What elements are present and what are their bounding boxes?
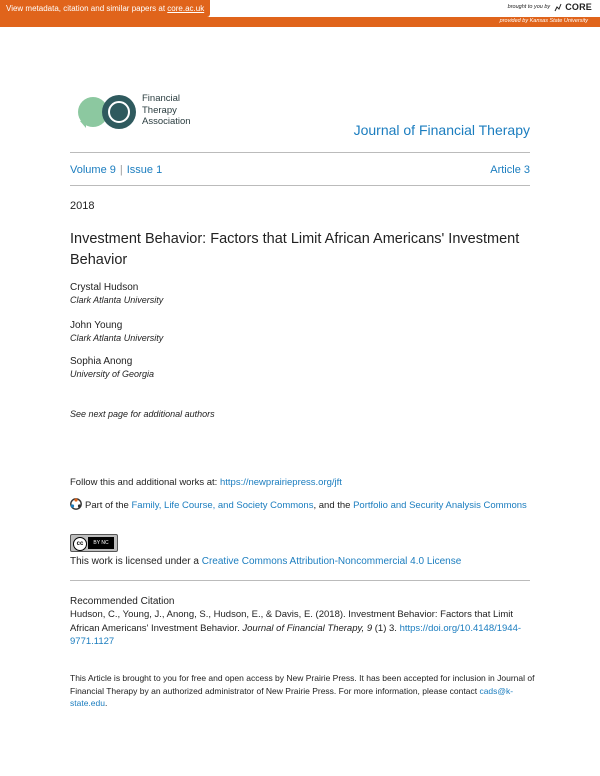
article-link[interactable]: Article 3 (490, 164, 530, 176)
follow-url-link[interactable]: https://newprairiepress.org/jft (219, 477, 342, 488)
brought-by-core[interactable] (508, 2, 592, 12)
citation-journal: Journal of Financial Therapy, 9 (242, 622, 373, 634)
brought-to-you-text: brought to you by (507, 4, 551, 10)
core-banner (0, 0, 600, 27)
cc-icon: cc (73, 537, 87, 551)
author-2 (70, 320, 163, 343)
core-logo-text: CORE (565, 2, 592, 12)
recommended-citation-heading: Recommended Citation (70, 596, 175, 607)
part-of-middle: , and the (313, 500, 354, 511)
part-of-commons (70, 497, 530, 514)
volume-issue (70, 164, 162, 176)
author-3 (70, 356, 154, 379)
author-affiliation: Clark Atlanta University (70, 295, 164, 305)
portfolio-commons-link[interactable]: Portfolio and Security Analysis Commons (353, 500, 527, 511)
family-commons-link[interactable]: Family, Life Course, and Society Commons (131, 500, 314, 511)
core-ac-uk-link[interactable]: core.ac.uk (167, 4, 205, 13)
divider-citation (70, 580, 530, 581)
logo-text: Financial Therapy Association (142, 93, 191, 127)
follow-line (70, 477, 342, 488)
core-logo-icon (553, 3, 562, 12)
publication-year: 2018 (70, 200, 95, 212)
author-name: John Young (70, 320, 123, 331)
license-link[interactable]: Creative Commons Attribution-Noncommercial 4.0 License (201, 556, 462, 567)
author-1 (70, 282, 163, 305)
volume-link[interactable]: Volume 9 (70, 164, 116, 176)
fta-logo (76, 92, 216, 132)
author-name: Crystal Hudson (70, 282, 139, 293)
author-name: Sophia Anong (70, 356, 133, 367)
follow-text: Follow this and additional works at: (70, 477, 220, 488)
footer-text: This Article is brought to you for free and open access by New Prairie Press. It has been accepted for inclusion in Journal of Financial Therapy by an authorized administrator of New Prairie Press. For more information, please contact (70, 673, 535, 696)
provided-by-text: provided by Kansas State University (499, 18, 588, 24)
license-prefix: This work is licensed under a (70, 556, 202, 567)
license-line (70, 556, 461, 567)
divider-top (70, 152, 530, 153)
author-affiliation: Clark Atlanta University (70, 333, 164, 343)
issue-link[interactable]: Issue 1 (126, 164, 163, 176)
part-of-prefix: Part of the (85, 500, 132, 511)
doi-link[interactable]: https://doi.org/10.4148/1944-9771.1127 (70, 622, 522, 647)
network-icon (70, 498, 82, 510)
core-view-text: View metadata, citation and similar papers at (6, 4, 168, 13)
separator: | (119, 164, 123, 176)
cc-license-badge[interactable] (70, 534, 118, 552)
journal-title-link[interactable]: Journal of Financial Therapy (353, 122, 530, 138)
citation-text: Hudson, C., Young, J., Anong, S., Hudson, E., & Davis, E. (2018). Investment Behavior: Factors that Limit African Americans' Investment Behavior. (70, 609, 514, 634)
author-affiliation: University of Georgia (70, 369, 155, 379)
footer-end: . (104, 698, 108, 708)
article-title: Investment Behavior: Factors that Limit African Americans' Investment Behavior (70, 231, 520, 268)
logo-ring-icon (102, 95, 136, 129)
contact-email-link[interactable]: cads@k-state.edu (70, 685, 514, 708)
core-metadata-link[interactable] (0, 0, 210, 17)
see-next-page-note: See next page for additional authors (70, 409, 215, 419)
footer-note (70, 672, 535, 710)
recommended-citation (70, 608, 535, 649)
by-nc-icon: BY NC (88, 537, 114, 549)
divider-bottom (70, 185, 530, 186)
citation-issue: (1) 3. (372, 622, 400, 634)
